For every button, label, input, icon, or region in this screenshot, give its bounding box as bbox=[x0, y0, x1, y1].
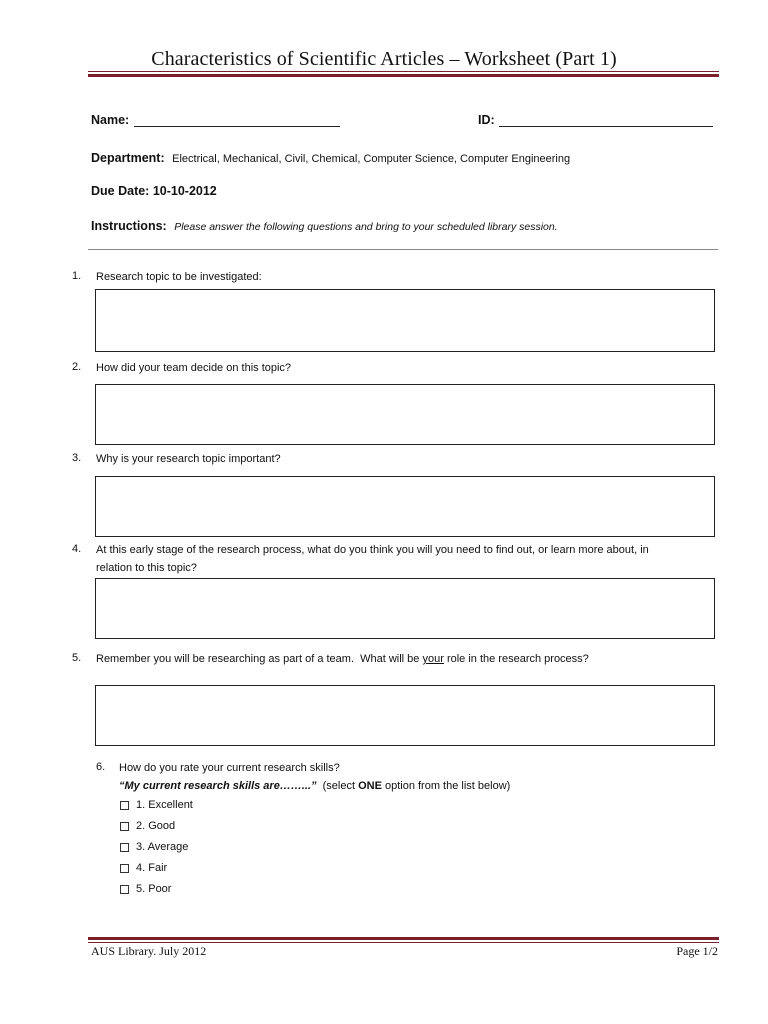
header-rule-thick bbox=[88, 74, 719, 77]
question-number: 4. bbox=[72, 543, 82, 555]
prompt-text: option from the list below) bbox=[381, 780, 511, 792]
option-label: 4. Fair bbox=[136, 862, 168, 874]
question-text bbox=[96, 650, 589, 668]
option-poor[interactable] bbox=[120, 882, 171, 896]
question-number: 1. bbox=[72, 270, 82, 282]
answer-box-3[interactable] bbox=[95, 476, 715, 537]
question6-prompt bbox=[119, 777, 510, 795]
instructions-label: Instructions: bbox=[91, 219, 167, 233]
id-field[interactable] bbox=[499, 114, 713, 127]
question-text: How did your team decide on this topic? bbox=[96, 362, 292, 374]
question-number: 6. bbox=[96, 761, 106, 773]
prompt-text: (select bbox=[322, 780, 359, 792]
option-fair[interactable] bbox=[120, 861, 167, 875]
option-label: 2. Good bbox=[136, 820, 176, 832]
question-text: At this early stage of the research process, what do you think you will you need to find out, or learn more about, in bbox=[96, 544, 649, 556]
question-number: 5. bbox=[72, 652, 82, 664]
checkbox-icon[interactable] bbox=[120, 843, 129, 852]
question-text-part: Remember you will be researching as part of a team. What will be bbox=[96, 653, 423, 665]
id-label: ID: bbox=[478, 113, 495, 127]
department-row bbox=[91, 151, 570, 165]
section-divider bbox=[88, 249, 718, 250]
due-date: Due Date: 10-10-2012 bbox=[91, 184, 217, 198]
answer-box-1[interactable] bbox=[95, 289, 715, 352]
name-label: Name: bbox=[91, 113, 130, 127]
footer-rule-thick bbox=[88, 937, 719, 940]
department-value: Electrical, Mechanical, Civil, Chemical, Computer Science, Computer Engineering bbox=[172, 153, 571, 165]
answer-box-4[interactable] bbox=[95, 578, 715, 639]
question-text: How do you rate your current research skills? bbox=[119, 762, 340, 774]
checkbox-icon[interactable] bbox=[120, 885, 129, 894]
question-number: 2. bbox=[72, 361, 82, 373]
question-text: Research topic to be investigated: bbox=[96, 271, 262, 283]
footer-left: AUS Library. July 2012 bbox=[91, 944, 207, 958]
question-text-part: role in the research process? bbox=[443, 653, 589, 665]
checkbox-icon[interactable] bbox=[120, 801, 129, 810]
answer-box-5[interactable] bbox=[95, 685, 715, 746]
instructions-text: Please answer the following questions and bring to your scheduled library session. bbox=[174, 221, 558, 233]
option-average[interactable] bbox=[120, 840, 188, 854]
prompt-emphasis: ONE bbox=[358, 780, 382, 792]
option-excellent[interactable] bbox=[120, 798, 193, 812]
question-text-emphasis: your bbox=[422, 653, 444, 665]
question-number: 3. bbox=[72, 452, 82, 464]
header-rule-thin bbox=[88, 71, 719, 72]
option-label: 1. Excellent bbox=[136, 799, 193, 811]
option-label: 3. Average bbox=[136, 841, 189, 853]
option-label: 5. Poor bbox=[136, 883, 172, 895]
answer-box-2[interactable] bbox=[95, 384, 715, 445]
question-text-continued: relation to this topic? bbox=[96, 562, 197, 574]
option-good[interactable] bbox=[120, 819, 175, 833]
instructions-row bbox=[91, 219, 558, 233]
checkbox-icon[interactable] bbox=[120, 864, 129, 873]
page-number: Page 1/2 bbox=[676, 944, 718, 958]
prompt-quote: “My current research skills are……...” bbox=[119, 780, 317, 792]
department-label: Department: bbox=[91, 151, 165, 165]
checkbox-icon[interactable] bbox=[120, 822, 129, 831]
question-text: Why is your research topic important? bbox=[96, 453, 281, 465]
footer-rule-thin bbox=[88, 942, 719, 943]
name-field[interactable] bbox=[134, 114, 340, 127]
page-title: Characteristics of Scientific Articles – Worksheet (Part 1) bbox=[151, 48, 617, 70]
